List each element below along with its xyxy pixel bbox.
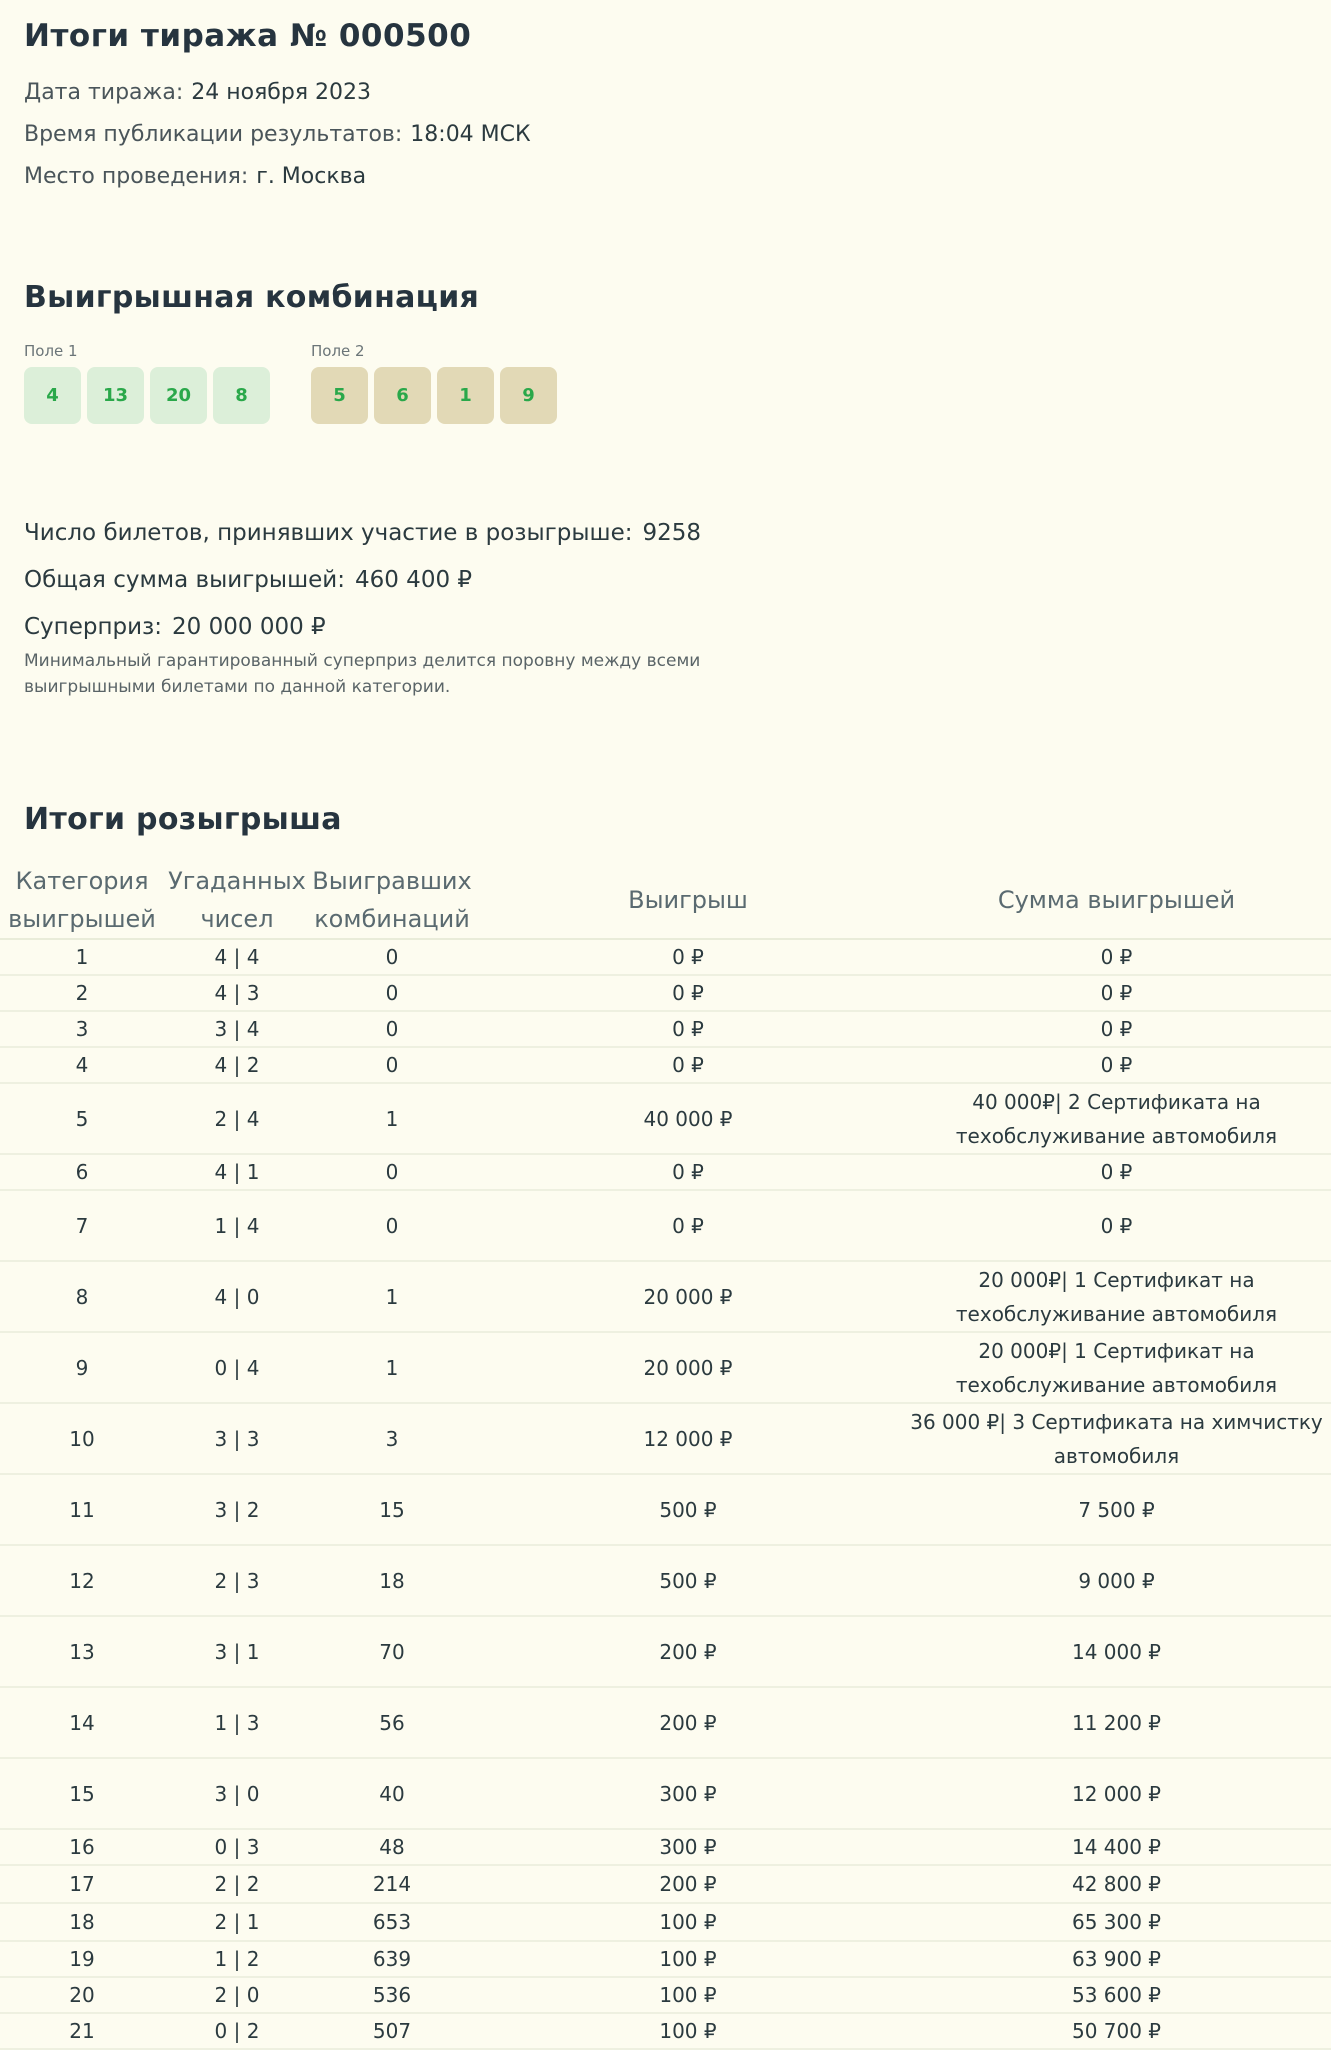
table-row [0,1758,1331,1829]
cell-winning-combos: 1 [310,1332,474,1403]
cell-guessed: 3 | 1 [164,1616,310,1687]
cell-guessed: 4 | 4 [164,939,310,975]
cell-winning-combos: 40 [310,1758,474,1829]
table-row [0,975,1331,1011]
table-row [0,1154,1331,1190]
cell-total: 0 ₽ [902,975,1331,1011]
cell-category: 16 [0,1829,164,1865]
cell-guessed: 1 | 4 [164,1190,310,1261]
draw-date-label: Дата тиража: [24,80,184,105]
table-row [0,1941,1331,1977]
cell-prize: 200 ₽ [474,1687,902,1758]
cell-total: 14 400 ₽ [902,1829,1331,1865]
cell-category: 21 [0,2013,164,2049]
cell-guessed: 3 | 4 [164,1011,310,1047]
superprize-value: 20 000 000 ₽ [172,614,326,640]
cell-category: 15 [0,1758,164,1829]
cell-guessed: 2 | 0 [164,1977,310,2013]
cell-category: 1 [0,939,164,975]
cell-guessed: 2 | 1 [164,1903,310,1941]
table-row [0,1977,1331,2013]
cell-total: 9 000 ₽ [902,1545,1331,1616]
cell-total: 0 ₽ [902,939,1331,975]
cell-total: 53 600 ₽ [902,1977,1331,2013]
draw-date-value: 24 ноября 2023 [191,80,372,105]
total-winnings-label: Общая сумма выигрышей: [24,567,345,593]
draw-date [24,80,371,105]
field1-ball: 8 [213,367,270,424]
cell-total: 36 000 ₽| 3 Сертификата на химчистку автомобиля [902,1403,1331,1474]
cell-guessed: 4 | 3 [164,975,310,1011]
cell-guessed: 4 | 1 [164,1154,310,1190]
cell-category: 20 [0,1977,164,2013]
cell-winning-combos: 1 [310,1261,474,1332]
table-row [0,1047,1331,1083]
cell-total: 0 ₽ [902,1047,1331,1083]
publish-time-value: 18:04 МСК [410,122,531,147]
cell-winning-combos: 0 [310,975,474,1011]
cell-category: 11 [0,1474,164,1545]
cell-guessed: 0 | 3 [164,1829,310,1865]
cell-winning-combos: 0 [310,1154,474,1190]
table-row [0,1616,1331,1687]
table-row [0,1865,1331,1903]
cell-guessed: 3 | 3 [164,1403,310,1474]
cell-winning-combos: 18 [310,1545,474,1616]
draw-place-value: г. Москва [256,164,367,189]
cell-guessed: 4 | 0 [164,1261,310,1332]
cell-category: 4 [0,1047,164,1083]
cell-total: 42 800 ₽ [902,1865,1331,1903]
draw-place-label: Место проведения: [24,164,249,189]
table-row [0,1687,1331,1758]
cell-winning-combos: 56 [310,1687,474,1758]
total-winnings [24,567,472,593]
cell-prize: 200 ₽ [474,1616,902,1687]
cell-prize: 300 ₽ [474,1829,902,1865]
table-row [0,1011,1331,1047]
cell-winning-combos: 0 [310,939,474,975]
cell-total: 0 ₽ [902,1154,1331,1190]
cell-prize: 12 000 ₽ [474,1403,902,1474]
cell-total: 20 000₽| 1 Сертификат на техобслуживание автомобиля [902,1261,1331,1332]
cell-prize: 100 ₽ [474,1903,902,1941]
cell-prize: 0 ₽ [474,1190,902,1261]
table-row [0,1903,1331,1941]
cell-total: 14 000 ₽ [902,1616,1331,1687]
cell-prize: 20 000 ₽ [474,1261,902,1332]
cell-category: 13 [0,1616,164,1687]
cell-prize: 100 ₽ [474,1941,902,1977]
cell-prize: 300 ₽ [474,1758,902,1829]
column-header-total: Сумма выигрышей [902,862,1331,939]
cell-winning-combos: 639 [310,1941,474,1977]
field2-ball: 1 [437,367,494,424]
cell-category: 19 [0,1941,164,1977]
combination-title: Выигрышная комбинация [24,280,480,315]
cell-total: 11 200 ₽ [902,1687,1331,1758]
cell-guessed: 2 | 4 [164,1083,310,1154]
cell-prize: 100 ₽ [474,2013,902,2049]
cell-winning-combos: 3 [310,1403,474,1474]
cell-prize: 20 000 ₽ [474,1332,902,1403]
cell-category: 12 [0,1545,164,1616]
cell-guessed: 4 | 2 [164,1047,310,1083]
cell-guessed: 0 | 4 [164,1332,310,1403]
table-row [0,1545,1331,1616]
cell-category: 7 [0,1190,164,1261]
cell-winning-combos: 653 [310,1903,474,1941]
field1-ball: 4 [24,367,81,424]
cell-category: 5 [0,1083,164,1154]
cell-guessed: 1 | 3 [164,1687,310,1758]
column-header-category: Категория выигрышей [0,862,164,939]
field2-label: Поле 2 [311,342,365,360]
field2-ball: 9 [500,367,557,424]
cell-prize: 100 ₽ [474,1977,902,2013]
cell-prize: 0 ₽ [474,975,902,1011]
cell-winning-combos: 507 [310,2013,474,2049]
cell-winning-combos: 1 [310,1083,474,1154]
cell-winning-combos: 0 [310,1047,474,1083]
cell-prize: 0 ₽ [474,1011,902,1047]
cell-total: 40 000₽| 2 Сертификата на техобслуживание автомобиля [902,1083,1331,1154]
cell-guessed: 1 | 2 [164,1941,310,1977]
cell-prize: 0 ₽ [474,1047,902,1083]
table-row [0,1403,1331,1474]
cell-category: 2 [0,975,164,1011]
total-winnings-value: 460 400 ₽ [354,567,473,593]
field2-balls [311,367,557,424]
table-row [0,939,1331,975]
cell-total: 63 900 ₽ [902,1941,1331,1977]
column-header-prize: Выигрыш [474,862,902,939]
field1-balls [24,367,270,424]
page-title: Итоги тиража № 000500 [24,18,472,54]
cell-guessed: 2 | 2 [164,1865,310,1903]
cell-winning-combos: 0 [310,1011,474,1047]
cell-guessed: 2 | 3 [164,1545,310,1616]
tickets-count-value: 9258 [642,520,702,546]
cell-total: 12 000 ₽ [902,1758,1331,1829]
table-row [0,1332,1331,1403]
field2-ball: 6 [374,367,431,424]
cell-total: 0 ₽ [902,1011,1331,1047]
cell-category: 3 [0,1011,164,1047]
draw-place [24,164,366,189]
cell-winning-combos: 214 [310,1865,474,1903]
cell-winning-combos: 48 [310,1829,474,1865]
cell-prize: 0 ₽ [474,1154,902,1190]
table-row [0,2013,1331,2049]
cell-prize: 200 ₽ [474,1865,902,1903]
cell-category: 14 [0,1687,164,1758]
publish-time-label: Время публикации результатов: [24,122,403,147]
superprize-label: Суперприз: [24,614,163,640]
field1-label: Поле 1 [24,342,78,360]
cell-guessed: 3 | 0 [164,1758,310,1829]
publish-time [24,122,531,147]
superprize [24,614,326,640]
cell-winning-combos: 0 [310,1190,474,1261]
cell-total: 50 700 ₽ [902,2013,1331,2049]
table-header-row [0,862,1331,939]
cell-category: 10 [0,1403,164,1474]
table-row [0,1829,1331,1865]
column-header-guessed: Угаданных чисел [164,862,310,939]
cell-category: 17 [0,1865,164,1903]
results-table [0,862,1331,2050]
cell-prize: 0 ₽ [474,939,902,975]
tickets-count [24,520,701,546]
results-title: Итоги розыгрыша [24,802,342,837]
cell-total: 20 000₽| 1 Сертификат на техобслуживание автомобиля [902,1332,1331,1403]
table-row [0,1083,1331,1154]
cell-winning-combos: 536 [310,1977,474,2013]
cell-category: 6 [0,1154,164,1190]
field2-ball: 5 [311,367,368,424]
cell-total: 65 300 ₽ [902,1903,1331,1941]
table-row [0,1190,1331,1261]
cell-total: 0 ₽ [902,1190,1331,1261]
cell-winning-combos: 15 [310,1474,474,1545]
cell-prize: 500 ₽ [474,1545,902,1616]
field1-ball: 13 [87,367,144,424]
cell-prize: 500 ₽ [474,1474,902,1545]
cell-total: 7 500 ₽ [902,1474,1331,1545]
cell-guessed: 0 | 2 [164,2013,310,2049]
cell-winning-combos: 70 [310,1616,474,1687]
results-table-body [0,939,1331,2049]
cell-category: 9 [0,1332,164,1403]
cell-guessed: 3 | 2 [164,1474,310,1545]
tickets-count-label: Число билетов, принявших участие в розыгрыше: [24,520,633,546]
table-row [0,1474,1331,1545]
cell-prize: 40 000 ₽ [474,1083,902,1154]
field1-ball: 20 [150,367,207,424]
cell-category: 18 [0,1903,164,1941]
table-row [0,1261,1331,1332]
column-header-winning-combos: Выигравших комбинаций [310,862,474,939]
cell-category: 8 [0,1261,164,1332]
superprize-note: Минимальный гарантированный суперприз делится поровну между всеми выигрышными билетами по данной категории. [24,651,701,697]
